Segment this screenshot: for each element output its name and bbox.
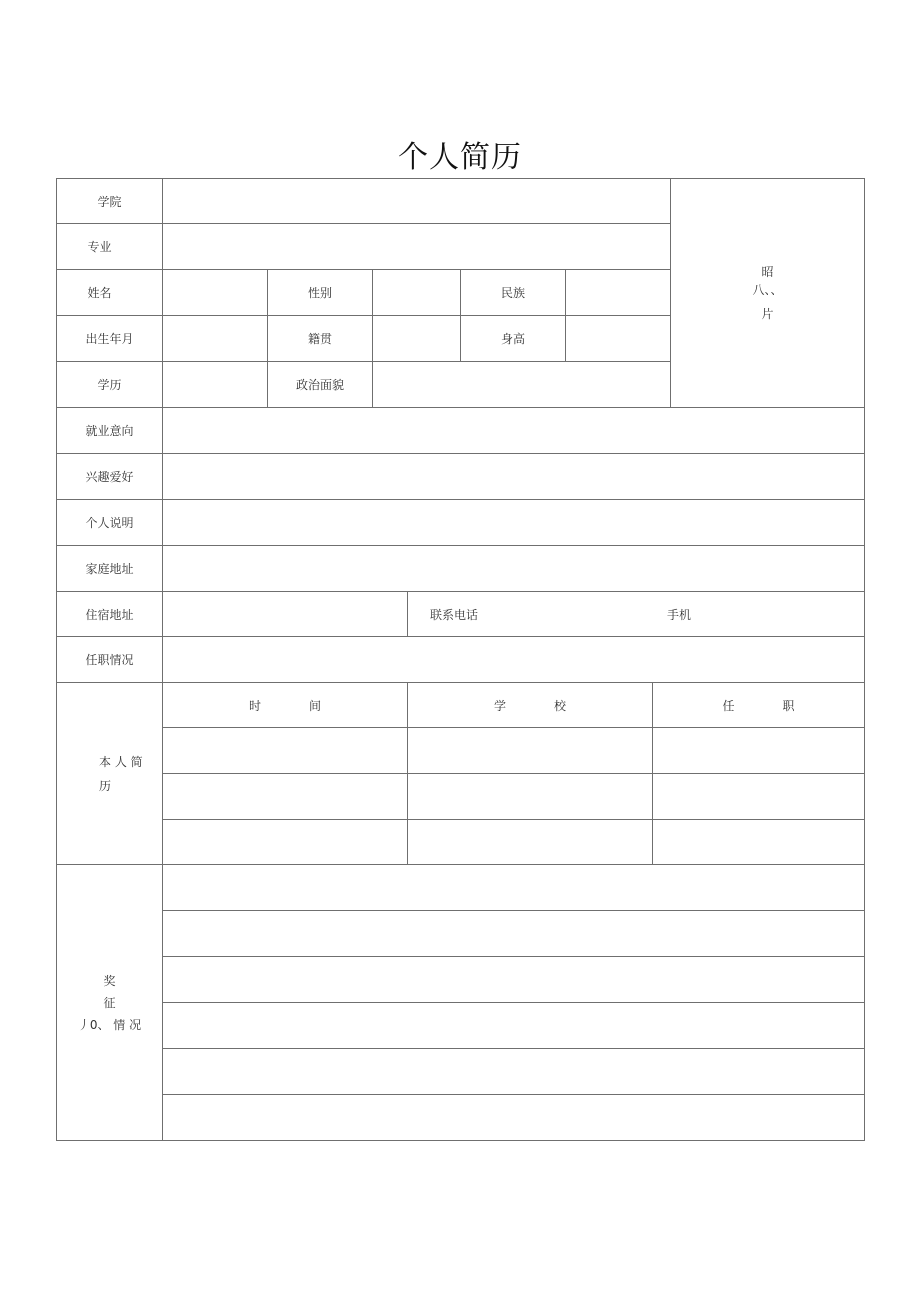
field-gender[interactable] xyxy=(373,270,461,316)
row-hobbies xyxy=(57,454,865,500)
photo-text-line3: 片 xyxy=(761,307,774,321)
col-school-a: 学 xyxy=(493,698,506,713)
resume-cell-position[interactable] xyxy=(653,774,865,820)
awards-entry[interactable] xyxy=(163,1049,865,1095)
resume-cell-school[interactable] xyxy=(408,820,653,865)
photo-text-line2: 八、、 xyxy=(752,283,783,297)
label-positions-held: 任职情况 xyxy=(57,637,163,683)
col-position-b: 职 xyxy=(782,698,795,713)
col-time-b: 间 xyxy=(309,698,322,713)
resume-cell-time[interactable] xyxy=(163,774,408,820)
field-contact-phone[interactable] xyxy=(408,592,865,637)
resume-form xyxy=(56,178,865,1141)
field-height[interactable] xyxy=(566,316,671,362)
row-college xyxy=(57,179,865,224)
field-major[interactable] xyxy=(163,224,671,270)
photo-area[interactable] xyxy=(671,179,865,408)
field-dorm-address[interactable] xyxy=(163,592,408,637)
col-header-school xyxy=(408,683,653,728)
field-native-place[interactable] xyxy=(373,316,461,362)
awards-entry[interactable] xyxy=(163,911,865,957)
row-dorm-address xyxy=(57,592,865,637)
field-college[interactable] xyxy=(163,179,671,224)
field-political-status[interactable] xyxy=(373,362,671,408)
label-education: 学历 xyxy=(57,362,163,408)
row-positions-held xyxy=(57,637,865,683)
awards-label-line3: 丿0、 情 况 xyxy=(77,1017,142,1032)
awards-row xyxy=(57,957,865,1003)
label-name xyxy=(57,270,163,316)
page-title: 个人简历 xyxy=(398,140,522,175)
resume-cell-time[interactable] xyxy=(163,728,408,774)
field-hobbies[interactable] xyxy=(163,454,865,500)
resume-label-line1: 本 人 简 xyxy=(99,754,143,769)
label-hobbies: 兴趣爱好 xyxy=(57,454,163,500)
field-birth[interactable] xyxy=(163,316,268,362)
resume-cell-school[interactable] xyxy=(408,774,653,820)
resume-cell-position[interactable] xyxy=(653,820,865,865)
label-personal-statement: 个人说明 xyxy=(57,500,163,546)
row-personal-statement xyxy=(57,500,865,546)
label-name-text: 姓名 xyxy=(87,286,112,300)
label-dorm-address: 住宿地址 xyxy=(57,592,163,637)
label-home-address: 家庭地址 xyxy=(57,546,163,592)
awards-entry[interactable] xyxy=(163,865,865,911)
label-political-status: 政治面貌 xyxy=(268,362,373,408)
col-time-a: 时 xyxy=(248,698,261,713)
awards-entry[interactable] xyxy=(163,1095,865,1141)
label-ethnicity: 民族 xyxy=(461,270,566,316)
resume-row xyxy=(57,820,865,865)
field-name[interactable] xyxy=(163,270,268,316)
photo-text-line1: 昭 xyxy=(761,265,774,279)
col-position-a: 任 xyxy=(722,698,735,713)
awards-label-line2: 征 xyxy=(103,995,116,1010)
resume-label-line2: 历 xyxy=(99,778,112,793)
label-native-place: 籍贯 xyxy=(268,316,373,362)
label-contact-phone: 联系电话 xyxy=(430,607,479,622)
awards-entry[interactable] xyxy=(163,1003,865,1049)
field-job-intention[interactable] xyxy=(163,408,865,454)
col-school-b: 校 xyxy=(554,698,567,713)
label-major-text: 专业 xyxy=(87,240,112,254)
photo-placeholder xyxy=(671,263,864,323)
label-resume xyxy=(57,683,163,865)
resume-cell-school[interactable] xyxy=(408,728,653,774)
label-college: 学院 xyxy=(57,179,163,224)
awards-entry[interactable] xyxy=(163,957,865,1003)
awards-row xyxy=(57,1003,865,1049)
awards-row xyxy=(57,1095,865,1141)
awards-row xyxy=(57,1049,865,1095)
label-awards xyxy=(57,865,163,1141)
resume-cell-position[interactable] xyxy=(653,728,865,774)
field-personal-statement[interactable] xyxy=(163,500,865,546)
col-header-position xyxy=(653,683,865,728)
resume-row xyxy=(57,728,865,774)
label-gender: 性别 xyxy=(268,270,373,316)
field-education[interactable] xyxy=(163,362,268,408)
awards-row xyxy=(57,865,865,911)
resume-row xyxy=(57,774,865,820)
field-positions-held[interactable] xyxy=(163,637,865,683)
field-ethnicity[interactable] xyxy=(566,270,671,316)
awards-label-line1: 奖 xyxy=(103,973,116,988)
label-birth: 出生年月 xyxy=(57,316,163,362)
awards-row xyxy=(57,911,865,957)
label-mobile: 手机 xyxy=(667,607,692,622)
phone-labels xyxy=(408,606,864,623)
row-job-intention xyxy=(57,408,865,454)
field-home-address[interactable] xyxy=(163,546,865,592)
resume-header-row xyxy=(57,683,865,728)
resume-cell-time[interactable] xyxy=(163,820,408,865)
label-major xyxy=(57,224,163,270)
label-job-intention: 就业意向 xyxy=(57,408,163,454)
label-height: 身高 xyxy=(461,316,566,362)
row-home-address xyxy=(57,546,865,592)
col-header-time xyxy=(163,683,408,728)
